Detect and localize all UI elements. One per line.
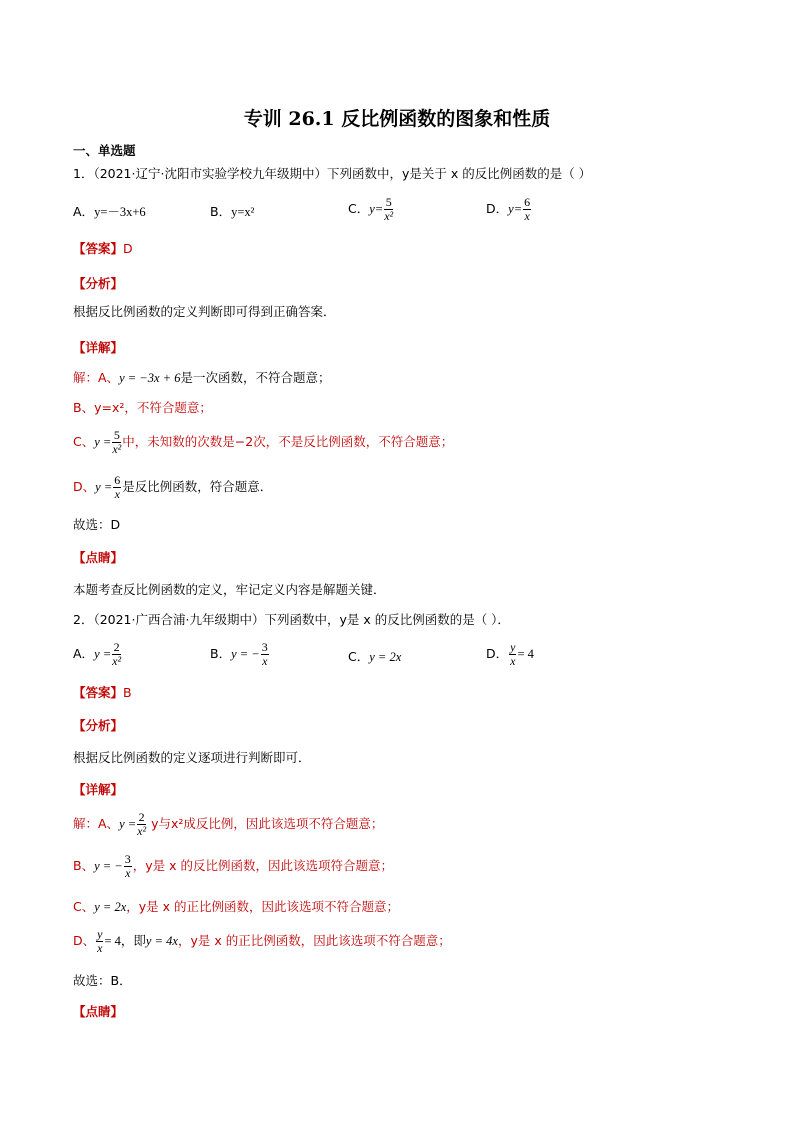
q1-detail-heading: 【详解】 (73, 340, 124, 355)
q1-detail-line-2: B、y=x²，不符合题意； (73, 400, 212, 415)
q1-choice: 故选：D (73, 517, 121, 532)
q2-choice: 故选：B． (73, 973, 132, 988)
q2-option-d: D． $\frac{y}{x}$ = 4 (486, 640, 534, 668)
q1-comment-heading: 【点睛】 (73, 550, 124, 565)
q1-stem: 1．（2021·辽宁·沈阳市实验学校九年级期中）下列函数中，y是关于 x 的反比例函数的是（ ） (73, 166, 592, 181)
q2-detail-line-1: 解：A、y = $\frac{2}{\text{x²}}$ y与x²成反比例，因此该选项不符合题意； (73, 810, 384, 838)
q2-detail-line-4: D、 $\frac{y}{x}$ = 4，即y = 4x，y是 x 的正比例函数，因此该选项不符合题意； (73, 927, 451, 955)
q2-option-a: A．y = $\frac{2}{\text{x²}}$ (73, 640, 122, 668)
q2-detail-line-2: B、y = − $\frac{3}{x}$ ，y是 x 的反比例函数，因此该选项符合题意； (73, 852, 393, 880)
q2-option-c: C．y = 2x (348, 649, 402, 664)
q1-answer: 【答案】D (73, 241, 133, 256)
q1-analysis-text: 根据反比例函数的定义判断即可得到正确答案． (73, 304, 336, 319)
q1-detail-line-3: C、y = $\frac{5}{\text{x²}}$ 中，未知数的次数是−2次，不是反比例函数，不符合题意； (73, 428, 454, 456)
q1-detail-line-4: D、y = $\frac{6}{x}$ 是反比例函数，符合题意． (73, 473, 273, 501)
q2-option-b: B．y = − $\frac{3}{x}$ (210, 640, 268, 668)
q1-comment-text: 本题考查反比例函数的定义，牢记定义内容是解题关键． (73, 582, 386, 597)
q2-answer: 【答案】B (73, 685, 132, 700)
q2-detail-heading: 【详解】 (73, 782, 124, 797)
q1-option-c: C．y= $\frac{5}{\text{x²}}$ (348, 195, 394, 223)
q1-option-b: B．y=x² (210, 204, 255, 219)
q1-detail-line-1: 解：A、y = −3x + 6是一次函数，不符合题意； (73, 370, 331, 385)
q1-analysis-heading: 【分析】 (73, 276, 124, 291)
q2-stem: 2．（2021·广西合浦·九年级期中）下列函数中，y是 x 的反比例函数的是（ ）． (73, 612, 510, 627)
q1-option-d: D．y= $\frac{6}{x}$ (486, 195, 531, 223)
q2-analysis-heading: 【分析】 (73, 718, 124, 733)
q2-detail-line-3: C、y = 2x，y是 x 的正比例函数，因此该选项不符合题意； (73, 899, 400, 914)
q2-analysis-text: 根据反比例函数的定义逐项进行判断即可． (73, 750, 311, 765)
section-heading: 一、单选题 (73, 143, 136, 158)
q1-option-a: A．y=－3x+6 (73, 204, 146, 219)
q2-comment-heading: 【点睛】 (73, 1004, 124, 1019)
page-title: 专训 26.1 反比例函数的图象和性质 (243, 108, 551, 130)
